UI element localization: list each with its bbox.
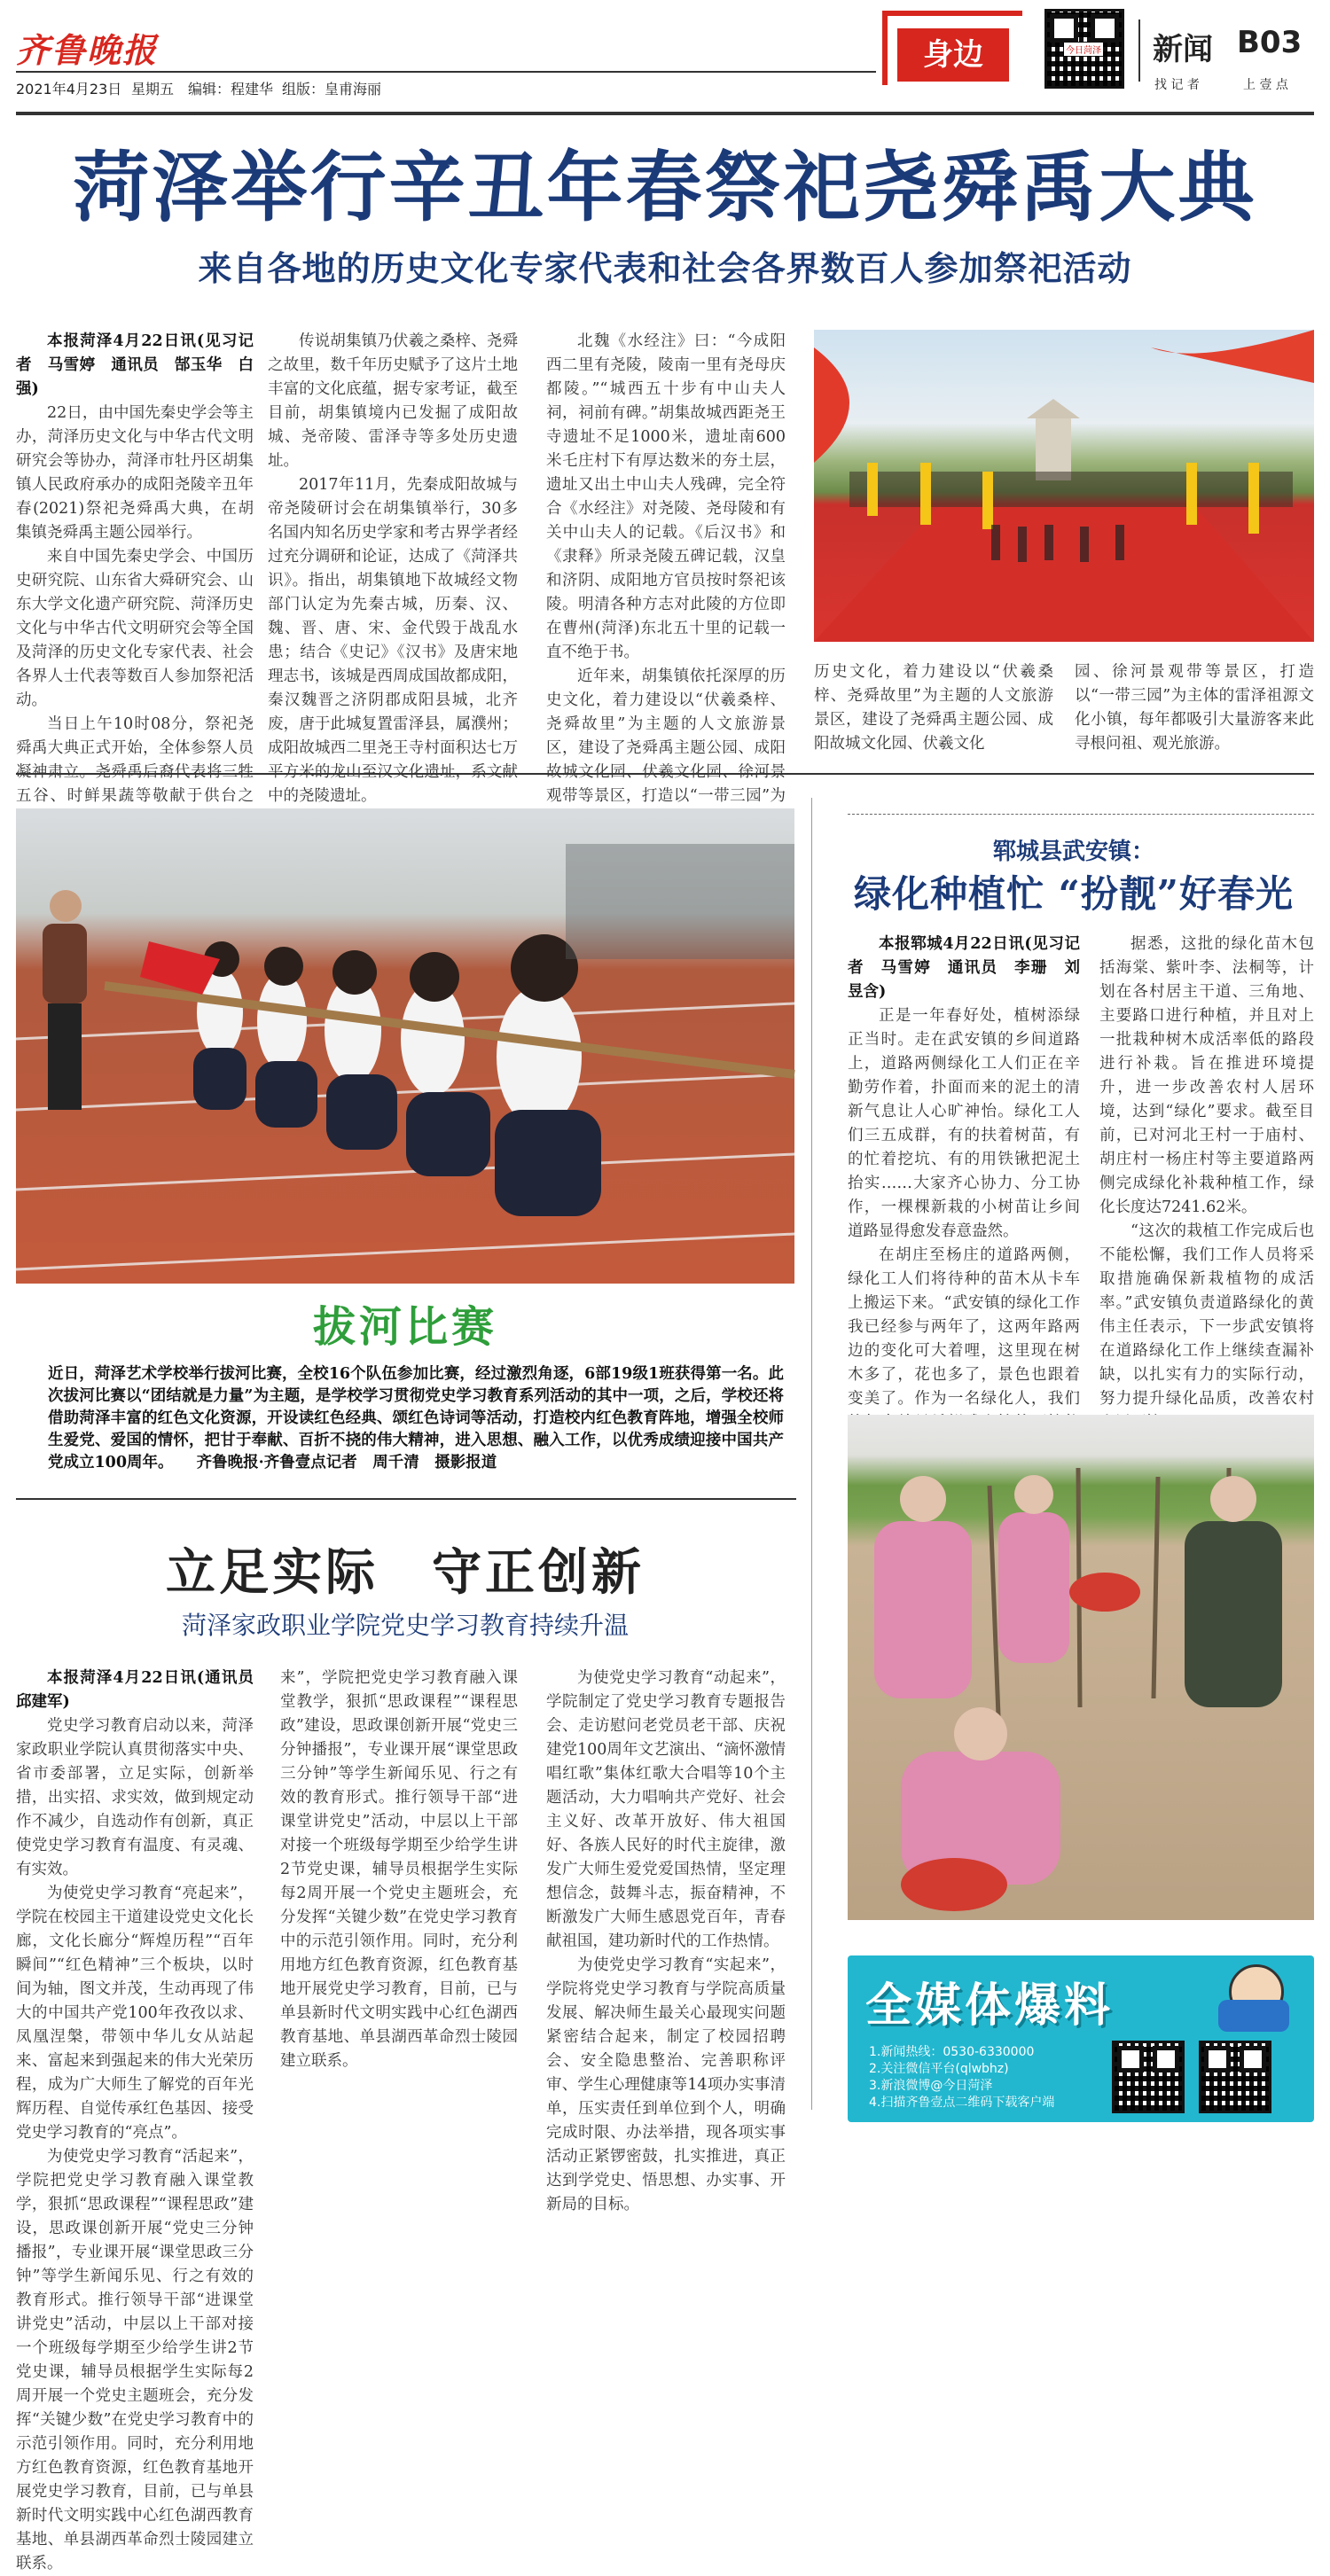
ceremony-scene-icon — [814, 330, 1314, 642]
story4-paragraph-continued: 来”，学院把党史学习教育融入课堂教学，狠抓“思政课程”“课程思政”建设，思政课创新开展“党史三分钟播报”，专业课开展“课堂思政三分钟”等学生新闻乐见、行之有效的教育形式。推行领导干部“进课堂讲党史”活动，中层以上干部对接一个班级每学期至少给学生讲2节党史课，辅导员根据学生实际每2周开展一个党史主题班会，充分发挥“关键少数”在党史学习教育中的示范引领作用。同时，充分利用地方红色教育资源，红色教育基地开展党史学习教育，目前，已与单县新时代文明实践中心红色湖西教育基地、单县湖西革命烈士陵园建立联系。 — [280, 1669, 518, 2070]
masthead — [0, 0, 1330, 120]
story1-paragraph: 近年来，胡集镇依托深厚的历史文化，着力建设以“伏羲桑梓、尧舜故里”为主题的人文旅游景区，建设了尧舜禹主题公园、成阳故城文化园、伏羲文化园、徐河景观带等景区，打造以“一带三园”为 — [546, 667, 786, 805]
story4-column-3 — [546, 1667, 786, 2213]
qr-caption: 今日菏泽 — [1064, 43, 1103, 56]
ad-line-3: 3.新浪微博@今日菏泽 — [869, 2079, 993, 2093]
story1-paragraph: 传说胡集镇乃伏羲之桑梓、尧舜之故里，数千年历史赋予了这片土地丰富的文化底蕴，据专家考证，截至目前，胡集镇境内已发掘了成阳故城、尧帝陵、雷泽寺等多处历史遗址。 — [268, 332, 518, 470]
divider-vertical — [811, 798, 812, 2110]
story3-byline: 本报郓城4月22日讯(见习记者 马雪婷 通讯员 李珊 刘昱含) — [848, 935, 1080, 1001]
tug-of-war-scene-icon — [16, 808, 794, 1284]
story4-byline: 本报菏泽4月22日讯(通讯员 邱建军) — [16, 1669, 270, 1711]
story1-paragraph: 22日，由中国先秦史学会等主办，菏泽历史文化与中华古代文明研究会等协办，菏泽市牡丹区胡集镇人民政府承办的成阳尧陵辛丑年春(2021)祭祀尧舜禹大典，在胡集镇尧舜禹主题公园举行。 — [16, 404, 254, 542]
story1-paragraph: 2017年11月，先秦成阳故城与帝尧陵研讨会在胡集镇举行，30多名国内知名历史学家和考古界学者经过充分调研和论证，达成了《菏泽共识》。指出，胡集镇地下故城经文物部门认定为先秦古城，历秦、汉、魏、晋、唐、宋、金代毁于战乱水患；结合《史记》《汉书》及唐宋地理志书，该城是西周成国故都成阳，秦汉魏晋之济阴郡成阳县城，北齐废，唐于此城复置雷泽县，属濮州；成阳故城西二里尧王寺村面积达七万平方米的龙山至汉文化遗址，系文献中的尧陵遗址。 — [268, 476, 518, 805]
story4-paragraph: 为使党史学习教育“活起来”，学院把党史学习教育融入课堂教学，狠抓“思政课程”“课程思政”建设，思政课创新开展“党史三分钟播报”，专业课开展“课堂思政三分钟”等学生新闻乐见、行之有效的教育形式。推行领导干部“进课堂讲党史”活动，中层以上干部对接一个班级每学期至少给学生讲2节党史课，辅导员根据学生实际每2周开展一个党史主题班会，充分发挥“关键少数”在党史学习教育中的示范引领作用。同时，充分利用地方红色教育资源，红色教育基地开展党史学习教育，目前，已与单县新时代文明实践中心红色湖西教育基地、单县湖西革命烈士陵园建立联系。 — [16, 2148, 254, 2572]
ad-line-1: 1.新闻热线：0530-6330000 — [869, 2045, 1035, 2059]
story4-subheadline: 菏泽家政职业学院党史学习教育持续升温 — [181, 1611, 629, 1640]
story2-credit: 齐鲁晚报·齐鲁壹点记者 周千清 摄影报道 — [196, 1454, 497, 1471]
ad-line-2: 2.关注微信平台(qlwbhz) — [869, 2062, 1009, 2076]
story3-headline: 绿化种植忙 “扮靓”好春光 — [854, 872, 1294, 916]
media-hotline-ad — [848, 1955, 1314, 2122]
story4-headline: 立足实际 守正创新 — [166, 1543, 645, 1602]
story2-caption — [48, 1363, 784, 1474]
story1-byline: 本报菏泽4月22日讯(见习记者 马雪婷 通讯员 郜玉华 白强) — [16, 332, 254, 398]
story1-paragraph: 北魏《水经注》曰：“今成阳西二里有尧陵，陵南一里有尧母庆都陵。”“城西五十步有中山夫人祠，祠前有碑。”胡集故城西距尧王寺遗址不足1000米，遗址南600米乇庄村下有厚达数米的夯土层，遗址又出土中山夫人残碑，完全符合《水经注》对尧陵、尧母陵和有关中山夫人的记载。《后汉书》和《隶释》所录尧陵五碑记载，汉皇和济阴、成阳地方官员按时祭祀该陵。明清各种方志对此陵的方位即在曹州(菏泽)东北五十里的记载一直不绝于书。 — [546, 332, 786, 661]
story3-column-1 — [848, 933, 1080, 1406]
story1-column-3 — [546, 330, 786, 805]
story4-paragraph: 为使党史学习教育“亮起来”，学院在校园主干道建设党史文化长廊，文化长廊分“辉煌历程”“百年瞬间”“红色精神”三个板块，以时间为轴，图文并茂，生动再现了伟大的中国共产党100年孜孜以求、凤凰涅槃，带领中华儿女从站起来、富起来到强起来的伟大光荣历程，成为广大师生了解党的百年光辉历程、自觉传承红色基因、接受党史学习教育的“亮点”。 — [16, 1885, 254, 2142]
cartoon-mascot-icon — [1211, 1964, 1291, 2035]
tug-of-war-photo — [16, 808, 794, 1284]
slogan-left: 找 记 者 — [1154, 78, 1200, 92]
story4-paragraph: 为使党史学习教育“动起来”，学院制定了党史学习教育专题报告会、走访慰问老党员老干部、庆祝建党100周年文艺演出、“滴怀激情唱红歌”集体红歌大合唱等10个主题活动，大力唱响共产党好、社会主义好、改革开放好、伟大祖国好、各族人民好的时代主旋律，激发广大师生爱党爱国热情，坚定理想信念，鼓舞斗志，振奋精神，不断激发广大师生感恩党百年，青春献祖国，建功新时代的工作热情。 — [546, 1669, 786, 1950]
story3-paragraph: 在胡庄至杨庄的道路两侧，绿化工人们将待种的苗木从卡车上搬运下来。“武安镇的绿化工作我已经参与两年了，这两年路两边的变化可大着哩，这里现在树木多了，花也多了，景色也跟着变美了。作为一名绿化人，我们 — [848, 1246, 1080, 1408]
section-tag: 身边 — [897, 28, 1009, 82]
planting-scene-icon — [848, 1415, 1314, 1920]
story2-caption-text: 近日，菏泽艺术学校举行拔河比赛，全校16个队伍参加比赛，经过激烈角逐，6部19级1班获得第一名。此次拔河比赛以“团结就是力量”为主题，是学校学习贯彻党史学习教育系列活动的其中一项，之后，学校还将借助菏泽丰富的红色文化资源，开设读红色经典、颂红色诗词等活动，打造校内红色教育阵地，增强全校师生爱党、爱国的情怀，把甘于奉献、百折不挠的伟大精神，进入思想、融入工作，以优秀成绩迎接中国共产党成立100周年。 — [48, 1365, 784, 1471]
page-number: B03 — [1237, 25, 1303, 60]
story1-column-5 — [1075, 660, 1314, 752]
story1-column-2 — [268, 330, 518, 805]
qr-code-icon — [1112, 2041, 1185, 2113]
story1-column-4 — [814, 660, 1053, 752]
ceremony-photo — [814, 330, 1314, 642]
editor-credit: 编辑：程建华 — [188, 81, 274, 98]
ad-title: 全媒体爆料 — [865, 1979, 1115, 2033]
story4-paragraph: 党史学习教育启动以来，菏泽家政职业学院认真贯彻落实中央、省市委部署，立足实际，创新举措，出实招、求实效，做到规定动作不减少，自选动作有创新，真正使党史学习教育有温度、有灵魂、有实效。 — [16, 1717, 254, 1878]
story1-paragraph: 当日上午10时08分，祭祀尧舜禹大典正式开始，全体参祭人员凝神肃立。尧舜禹后裔代表将三牲五谷、时鲜果蔬等敬献于供台之 — [16, 715, 254, 805]
newspaper-logo: 齐鲁晚报 — [16, 30, 159, 70]
story3-paragraph: “这次的栽植工作完成后也不能松懈，我们工作人员将采取措施确保新栽植物的成活率。”武安镇负责道路绿化的黄伟主任表示，下一步武安镇将在道路绿化工作上继续查漏补缺，以扎实有力的实际行动，努力提升绿化品质，改善农村 — [1099, 1222, 1314, 1408]
story1-paragraph-continued: 园、徐河景观带等景区，打造以“一带三园”为主体的雷泽祖源文化小镇，每年都吸引大量游客来此寻根问祖、观光旅游。 — [1075, 663, 1314, 753]
story1-column-1 — [16, 330, 254, 805]
ad-line-4: 4.扫描齐鲁壹点二维码下载客户端 — [869, 2096, 1055, 2110]
tree-planting-photo — [848, 1415, 1314, 1920]
story4-paragraph: 为使党史学习教育“实起来”，学院将党史学习教育与学院高质量发展、解决师生最关心最现实问题紧密结合起来，制定了校园招聘会、安全隐患整治、完善职称评审、学生心理健康等14项办实事清单，压实责任到单位到个人，明确完成时限、办法举措，现各项实事活动正紧锣密鼓，扎实推进，真正达到学党史、悟思想、办实事、开新局的目标。 — [546, 1956, 786, 2213]
story2-title: 拔河比赛 — [312, 1302, 497, 1352]
issue-weekday: 星期五 — [131, 81, 175, 98]
story3-paragraph: 正是一年春好处，植树添绿正当时。走在武安镇的乡间道路上，道路两侧绿化工人们正在辛勤劳作着，扑面而来的泥土的清新气息让人心旷神怡。绿化工人们三五成群，有的扶着树苗，有的忙着挖坑、有的用铁锹把泥土抬实……大家齐心协力、分工协作，一棵棵新栽的小树苗让乡间道路显得愈发春意盎然。 — [848, 1007, 1080, 1240]
story1-paragraph: 来自中国先秦史学会、中国历史研究院、山东省大舜研究会、山东大学文化遗产研究院、菏泽历史文化与中华古代文明研究会等全国及菏泽的历史文化专家代表、社会各界人士代表等数百人参加祭祀活动。 — [16, 548, 254, 709]
section-name: 新闻 — [1153, 32, 1213, 67]
story1-subheadline: 来自各地的历史文化专家代表和社会各界数百人参加祭祀活动 — [198, 248, 1132, 288]
story4-column-1 — [16, 1667, 270, 2572]
story1-headline: 菏泽举行辛丑年春祭祀尧舜禹大典 — [73, 143, 1257, 232]
layout-credit: 组版：皇甫海丽 — [282, 81, 382, 98]
story3-paragraph: 据悉，这批的绿化苗木包括海棠、紫叶李、法桐等，计划在各村居主干道、三角地、主要路口进行种植，并且对上一批栽种树木成活率低的路段进行补栽。旨在推进环境提升，进一步改善农村人居环境，达到“绿化”要求。截至目前，已对河北王村一于庙村、胡庄村一杨庄村等主要道路两侧完成绿化补栽种植工作，绿化长度达7241.62米。 — [1099, 935, 1314, 1216]
story4-column-2 — [280, 1667, 518, 2127]
story1-paragraph-continued: 历史文化，着力建设以“伏羲桑梓、尧舜故里”为主题的人文旅游景区，建设了尧舜禹主题公园、成阳故城文化园、伏羲文化 — [814, 663, 1053, 753]
slogan-right: 上 壹 点 — [1243, 78, 1288, 92]
story3-column-2 — [1099, 933, 1314, 1406]
divider-vertical — [1138, 20, 1140, 82]
issue-date: 2021年4月23日 — [16, 81, 122, 98]
qr-code-icon — [1199, 2041, 1271, 2113]
story3-kicker: 郓城县武安镇： — [992, 839, 1154, 865]
